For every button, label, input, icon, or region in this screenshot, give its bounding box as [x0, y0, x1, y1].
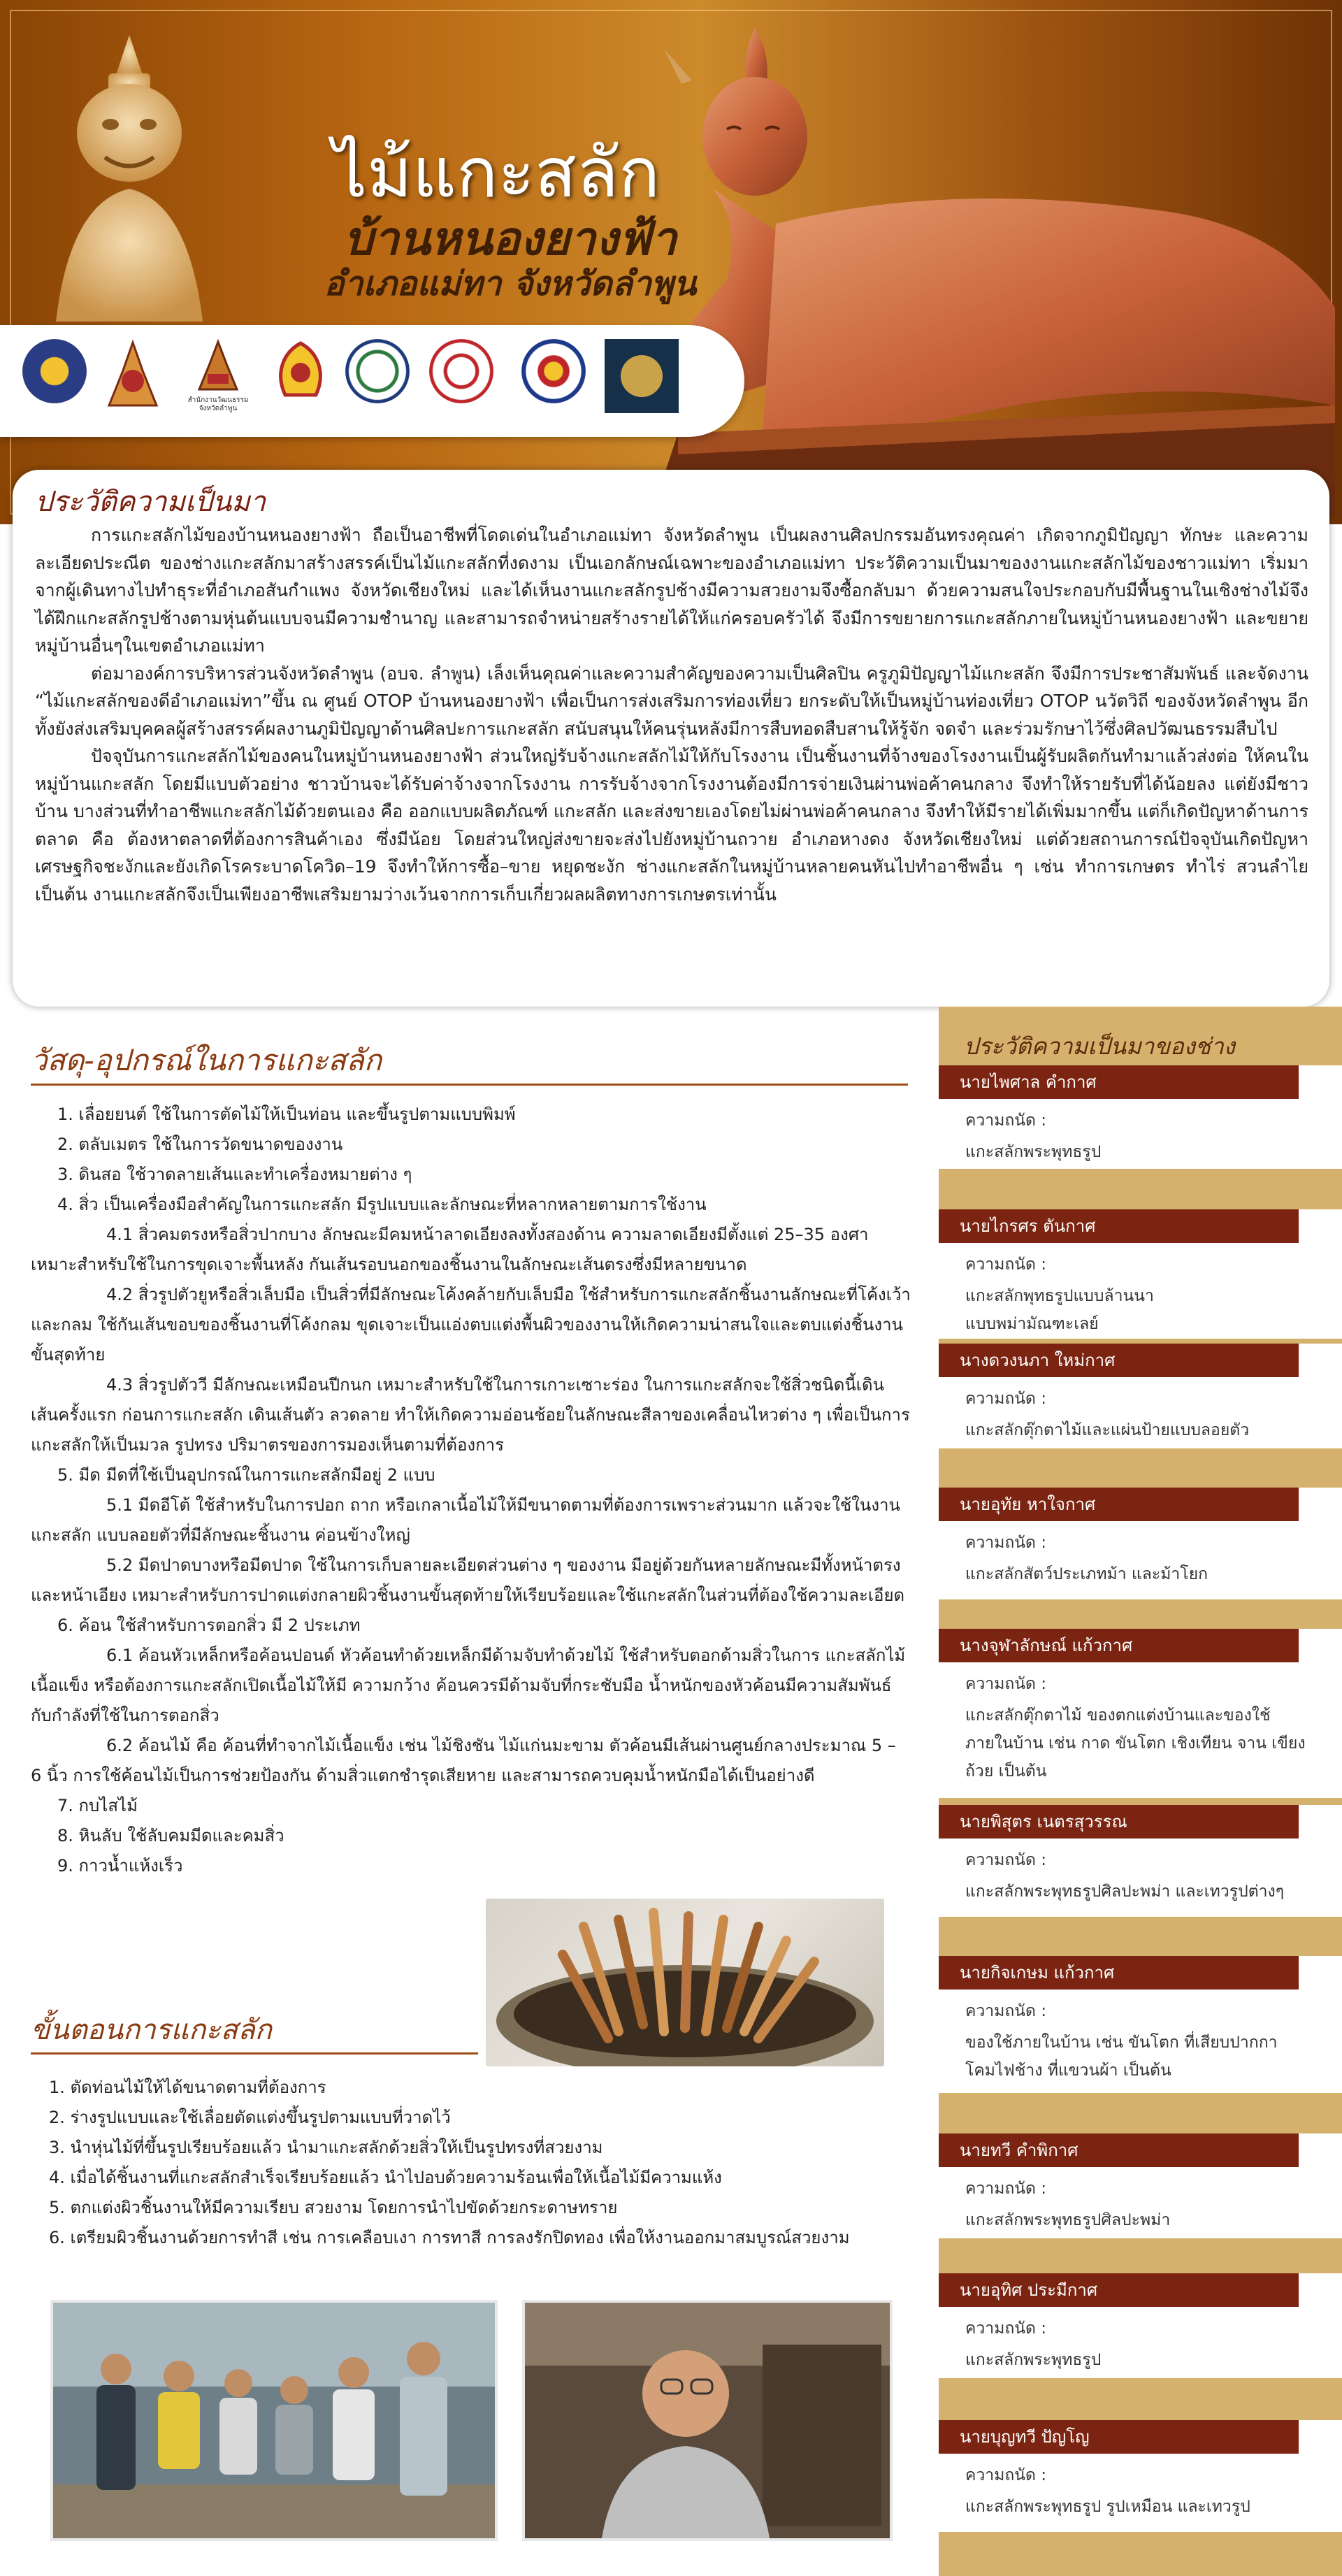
list-item: 4.3 สิ่วรูปตัววี มีลักษณะเหมือนปีกนก เหมาะสำหรับใช้ในการเกาะเซาะร่อง ในการแกะสลักจะใช้สิ่วชนิดนี้เดินเส้นครั้งแรก ก่อนการแกะสลัก เดินเส้นตัว ลวดลาย ทำให้เกิดความอ่อนช้อยในลักษณะสีลาของเคลื่อนไหวต่าง ๆ เพื่อเป็นการแกะสลักให้เป็นมวล รูปทรง ปริมาตรของการมองเห็นตามที่ต้องการ: [31, 1375, 910, 1455]
page-title: ไม้แกะสลัก: [332, 134, 661, 213]
culture-office-logo: สำนักงานวัฒนธรรม จังหวัดลำพูน: [183, 339, 253, 416]
skill-value: แกะสลักพระพุทธรูป รูปเหมือน และเทวรูป: [965, 2498, 1250, 2516]
skill-label: ความถนัด :: [965, 2180, 1047, 2198]
steps-title: ขั้นตอนการแกะสลัก: [31, 2013, 478, 2055]
skill-label: ความถนัด :: [965, 2319, 1047, 2338]
skill-label: ความถนัด :: [965, 2466, 1047, 2484]
artisan-card: [939, 2134, 1342, 2238]
list-item: 2. ร่างรูปแบบและใช้เลื่อยตัดแต่งขึ้นรูปตามแบบที่วาดไว้: [49, 2108, 451, 2127]
steps-section: [31, 2013, 478, 2055]
skill-label: ความถนัด :: [965, 1255, 1047, 1274]
list-item: 6. ค้อน ใช้สำหรับการตอกสิ่ว มี 2 ประเภท: [57, 1616, 361, 1636]
list-item: 6.2 ค้อนไม้ คือ ค้อนที่ทำจากไม้เนื้อแข็ง เช่น ไม้ชิงชัน ไม้แก่นมะขาม ตัวค้อนมีเส้นผ่านศูนย์กลางประมาณ 5 – 6 นิ้ว การใช้ค้อนไม้เป็นการช่วยป้องกัน ด้ามสิ่วแตกชำรุดเสียหาย และสามารถควบคุมน้ำหนักมือได้เป็นอย่างดี: [31, 1736, 896, 1786]
skill-value: แกะสลักตุ๊กตาไม้ ของตกแต่งบ้านและของใช้ ภายในบ้าน เช่น กาด ขันโตก เชิงเทียน จาน เขียง ถ้วย เป็นต้น: [965, 1706, 1306, 1780]
history-card: [13, 470, 1329, 1007]
list-item: 5.2 มีดปาดบางหรือมีดปาด ใช้ในการเก็บลายละเอียดส่วนต่าง ๆ ของงาน มีอยู่ด้วยกันหลายลักษณะมีทั้งหน้าตรงและหน้าเอียง เหมาะสำหรับการปาดแต่งกลายผิวชิ้นงานขั้นสุดท้ายให้เรียบร้อยและใช้แกะสลักในส่วนที่ต้องใช้ความละเอียด: [31, 1555, 905, 1606]
skill-value: ของใช้ภายในบ้าน เช่น ขันโตก ที่เสียบปากกา โคมไฟช้าง ที่แขวนผ้า เป็นต้น: [965, 2034, 1278, 2080]
skill-value: แกะสลักสัตว์ประเภทม้า และม้าโยก: [965, 1565, 1208, 1583]
logo-bar: [0, 325, 744, 437]
list-item: 1. เลื่อยยนต์ ใช้ในการตัดไม้ให้เป็นท่อน และขึ้นรูปตามแบบพิมพ์: [57, 1104, 516, 1125]
list-item: 5.1 มีดอีโต้ ใช้สำหรับในการปอก ถาก หรือเกลาเนื้อไม้ให้มีขนาดตามที่ต้องการเพราะส่วนมาก แล้วจะใช้ในงานแกะสลัก แบบลอยตัวที่มีลักษณะชิ้นงาน ค่อนข้างใหญ่: [31, 1495, 900, 1546]
list-item: 5. มีด มีดที่ใช้เป็นอุปกรณ์ในการแกะสลักมีอยู่ 2 แบบ: [57, 1465, 435, 1485]
skill-label: ความถนัด :: [965, 1390, 1047, 1408]
steps-list: [49, 2073, 916, 2253]
artisan-name: นายบุญทวี ปัญโญ: [939, 2420, 1299, 2454]
list-item: 8. หินลับ ใช้ลับคมมีดและคมสิ่ว: [57, 1826, 284, 1846]
list-item: 7. กบไสไม้: [57, 1796, 138, 1816]
artisan-card: [939, 1344, 1342, 1448]
artisan-card: [939, 1805, 1342, 1917]
university-seal-logo: [20, 339, 89, 416]
artisan-card: [939, 1956, 1342, 2093]
artisan-card: [939, 1209, 1342, 1339]
artisan-card: [939, 1629, 1342, 1798]
artisan-name: นายอุทิศ ประมีกาศ: [939, 2273, 1299, 2307]
location-subtitle: อำเภอแม่ทา จังหวัดลำพูน: [324, 264, 697, 303]
skill-value: แกะสลักพระพุทธรูปศิลปะพม่า: [965, 2211, 1171, 2229]
artisan-card: [939, 1488, 1342, 1599]
artisan-name: นายไพศาล คำกาศ: [939, 1065, 1299, 1099]
artisan-card: [939, 2420, 1342, 2532]
navy-square-logo: [607, 339, 677, 416]
list-item: 3. นำหุ่นไม้ที่ขึ้นรูปเรียบร้อยแล้ว นำมาแกะสลักด้วยสิ่วให้เป็นรูปทรงที่สวยงาม: [49, 2138, 603, 2157]
list-item: 4.2 สิ่วรูปตัวยูหรือสิ่วเล็บมือ เป็นสิ่วที่มีลักษณะโค้งคล้ายกับเล็บมือ ใช้สำหรับการแกะสลักชิ้นงานลักษณะที่โค้งเว้าและกลม ใช้กันเส้นขอบของชิ้นงานที่โค้งกลม ขุดเจาะเป็นแอ่งตบแต่งพื้นผิวของงานให้เกิดความน่าสนใจและตบแต่งชิ้นงานขั้นสุดท้าย: [31, 1285, 911, 1365]
hero-banner: [0, 0, 1342, 524]
list-item: 9. กาวน้ำแห้งเร็ว: [57, 1856, 183, 1876]
list-item: 4. เมื่อได้ชิ้นงานที่แกะสลักสำเร็จเรียบร้อยแล้ว นำไปอบด้วยความร้อนเพื่อให้เนื้อไม้มีความแห้ง: [49, 2168, 722, 2187]
village-subtitle: บ้านหนองยางฟ้า: [343, 211, 677, 266]
skill-label: ความถนัด :: [965, 1675, 1047, 1693]
list-item: 6.1 ค้อนหัวเหล็กหรือค้อนปอนด์ หัวค้อนทำด้วยเหล็กมีด้ามจับทำด้วยไม้ ใช้สำหรับตอกด้ามสิ่วในการ แกะสลักไม้เนื้อแข็ง หรือต้องการแกะสลักเปิดเนื้อไม้ให้มี ความกว้าง ค้อนควรมีด้ามจับที่กระชับมือ น้ำหนักของหัวค้อนมีความสัมพันธ์กับกำลังที่ใช้ในการตอกสิ่ว: [31, 1646, 906, 1726]
artisan-name: นางจุฬาลักษณ์ แก้วกาศ: [939, 1629, 1299, 1662]
artisan-name: นายพิสุตร เนตรสุวรรณ: [939, 1805, 1299, 1839]
red-seal-logo: [426, 339, 496, 416]
lamphun-province-logo: [98, 339, 168, 416]
list-item: 3. ดินสอ ใช้วาดลายเส้นและทำเครื่องหมายต่าง ๆ: [57, 1165, 412, 1185]
skill-label: ความถนัด :: [965, 1534, 1047, 1552]
agency-circle-logo: [342, 339, 412, 416]
list-item: 4. สิ่ว เป็นเครื่องมือสำคัญในการแกะสลัก มีรูปแบบและลักษณะที่หลากหลายตามการใช้งาน: [57, 1195, 707, 1215]
skill-value: แกะสลักตุ๊กตาไม้และแผ่นป้ายแบบลอยตัว: [965, 1421, 1250, 1439]
list-item: 6. เตรียมผิวชิ้นงานด้วยการทำสี เช่น การเคลือบเงา การทาสี การลงรักปิดทอง เพื่อให้งานออกมาสมบูรณ์สวยงาม: [49, 2228, 850, 2247]
skill-label: ความถนัด :: [965, 1851, 1047, 1869]
skill-value: แกะสลักพระพุทธรูปศิลปะพม่า และเทวรูปต่างๆ: [965, 1883, 1285, 1901]
history-paragraph: ต่อมาองค์การบริหารส่วนจังหวัดลำพูน (อบจ. ลำพูน) เล็งเห็นคุณค่าและความสำคัญของความเป็นศิลปิน ครูภูมิปัญญาไม้แกะสลัก จึงมีการประชาสัมพันธ์ และจัดงาน “ไม้แกะสลักของดีอำเภอแม่ทา”ขึ้น ณ ศูนย์ OTOP บ้านหนองยางฟ้า เพื่อเป็นการส่งเสริมการท่องเที่ยว ยกระดับให้เป็นหมู่บ้านท่องเที่ยว OTOP นวัตวิถี ของจังหวัดลำพูน อีกทั้งยังส่งเสริมบุคคลผู้สร้างสรรค์ผลงานภูมิปัญญาด้านศิลปะการแกะสลัก สนับสนุนให้คนรุ่นหลังมีการสืบทอดสืบสานให้รู้จัก จดจำ และร่วมรักษาไว้ซึ่งศิลปวัฒนธรรมสืบไป: [35, 663, 1308, 739]
artisans-title: ประวัติความเป็นมาของช่าง: [964, 1032, 1235, 1060]
heritage-emblem-logo: [266, 339, 336, 416]
skill-label: ความถนัด :: [965, 1111, 1047, 1130]
materials-title: วัสดุ-อุปกรณ์ในการแกะสลัก: [31, 1043, 908, 1086]
history-paragraph: ปัจจุบันการแกะสลักไม้ของคนในหมู่บ้านหนองยางฟ้า ส่วนใหญ่รับจ้างแกะสลักไม้ให้กับโรงงาน เป็นชิ้นงานที่จ้างของโรงงานเป็นผู้รับผลิตกันทำมาแล้วส่งต่อ ให้คนในหมู่บ้านแกะสลัก โดยมีแบบตัวอย่าง ชาวบ้านจะได้รับค่าจ้างจากโรงงาน การรับจ้างจากโรงงานต้องมีการจ่ายเงินผ่านพ่อค้าคนกลาง จึงทำให้รายรับที่ได้น้อยลง แต่ยังมีชาวบ้าน บางส่วนที่ทำอาชีพแกะสลักไม้ด้วยตนเอง คือ ออกแบบผลิตภัณฑ์ แกะสลัก และส่งขายเองโดยไม่ผ่านพ่อค้าคนกลาง จึงทำให้มีรายได้เพิ่มมากขึ้น แต่ก็เกิดปัญหาด้านการตลาด คือ ต้องหาตลาดที่ต้องการสินค้าเอง ซึ่งมีน้อย โดยส่วนใหญ่ส่งขายจะส่งไปยังหมู่บ้านถวาย อำเภอหางดง จังหวัดเชียงใหม่ แต่ด้วยสถานการณ์ปัจจุบันเกิดปัญหาเศรษฐกิจชะงักและยังเกิดโรคระบาดโควิด–19 จึงทำให้การซื้อ–ขาย หยุดชะงัก ช่างแกะสลักในหมู่บ้านหลายคนหันไปทำอาชีพอื่น ๆ เช่น ทำการเกษตร ทำไร่ สวนลำไย เป็นต้น งานแกะสลักจึงเป็นเพียงอาชีพเสริมยามว่างเว้นจากการเก็บเกี่ยวผลผลิตทางการเกษตรเท่านั้น: [35, 746, 1308, 905]
skill-value: แกะสลักพระพุทธรูป: [965, 1143, 1102, 1161]
artisan-card: [939, 1065, 1342, 1169]
artisan-name: นายกิจเกษม แก้วกาศ: [939, 1956, 1299, 1989]
artisan-name: นายทวี คำพิกาศ: [939, 2134, 1299, 2167]
artisan-portrait-photo: [522, 2300, 893, 2541]
history-paragraph: การแกะสลักไม้ของบ้านหนองยางฟ้า ถือเป็นอาชีพที่โดดเด่นในอำเภอแม่ทา จังหวัดลำพูน เป็นผลงานศิลปกรรมอันทรงคุณค่า เกิดจากภูมิปัญญา ทักษะ และความละเอียดประณีต ของช่างแกะสลักมาสร้างสรรค์เป็นไม้แกะสลักที่งดงาม เป็นเอกลักษณ์เฉพาะของอำเภอแม่ทา ประวัติความเป็นมาของงานแกะสลักไม้ของชาวแม่ทา เริ่มมาจากผู้เดินทางไปทำธุระที่อำเภอสันกำแพง จังหวัดเชียงใหม่ และได้เห็นงานแกะสลักรูปช้างมีความสวยงามจึงซื้อกลับมา ด้วยความสนใจประกอบกับมีพื้นฐานในเชิงช่างไม้จึงได้ฝึกแกะสลักรูปช้างตามหุ่นต้นแบบจนมีความชำนาญ และสามารถจำหน่ายสร้างรายได้ให้แก่ครอบครัวได้ จึงมีการขยายการแกะสลักภายในหมู่บ้านหนองยางฟ้า และขยายหมู่บ้านอื่นๆในเขตอำเภอแม่ทา: [35, 525, 1308, 656]
chisel-tools-photo: [486, 1899, 884, 2066]
reclining-buddha-image: [650, 14, 1342, 517]
blue-emblem-logo: [519, 339, 589, 416]
guardian-statue-image: [28, 28, 231, 322]
artisan-name: นายไกรศร ตันกาศ: [939, 1209, 1299, 1243]
skill-value: แกะสลักพระพุทธรูป: [965, 2351, 1102, 2369]
skill-value: แกะสลักพุทธรูปแบบล้านนา แบบพม่ามัณฑะเลย์: [965, 1287, 1154, 1333]
skill-label: ความถนัด :: [965, 2002, 1047, 2020]
list-item: 2. ตลับเมตร ใช้ในการวัดขนาดของงาน: [57, 1135, 343, 1155]
history-title: ประวัติความเป็นมา: [35, 486, 266, 518]
materials-list: [31, 1100, 911, 1881]
list-item: 5. ตกแต่งผิวชิ้นงานให้มีความเรียบ สวยงาม โดยการนำไปขัดด้วยกระดาษทราย: [49, 2198, 618, 2217]
group-photo: [50, 2300, 498, 2541]
artisans-sidebar: [939, 1007, 1342, 2576]
artisan-name: นางดวงนภา ใหม่กาศ: [939, 1344, 1299, 1377]
list-item: 1. ตัดท่อนไม้ให้ได้ขนาดตามที่ต้องการ: [49, 2078, 326, 2097]
materials-section: [31, 1043, 911, 1881]
artisan-name: นายอุทัย หาใจกาศ: [939, 1488, 1299, 1521]
artisan-card: [939, 2273, 1342, 2378]
list-item: 4.1 สิ่วคมตรงหรือสิ่วปากบาง ลักษณะมีคมหน้าลาดเอียงลงทั้งสองด้าน ความลาดเอียงมีตั้งแต่ 25–35 องศา เหมาะสำหรับใช้ในการขุดเจาะพื้นหลัง กันเส้นรอบนอกของชิ้นงานในลักษณะเส้นตรงซึ่งมีหลายขนาด: [31, 1225, 869, 1275]
